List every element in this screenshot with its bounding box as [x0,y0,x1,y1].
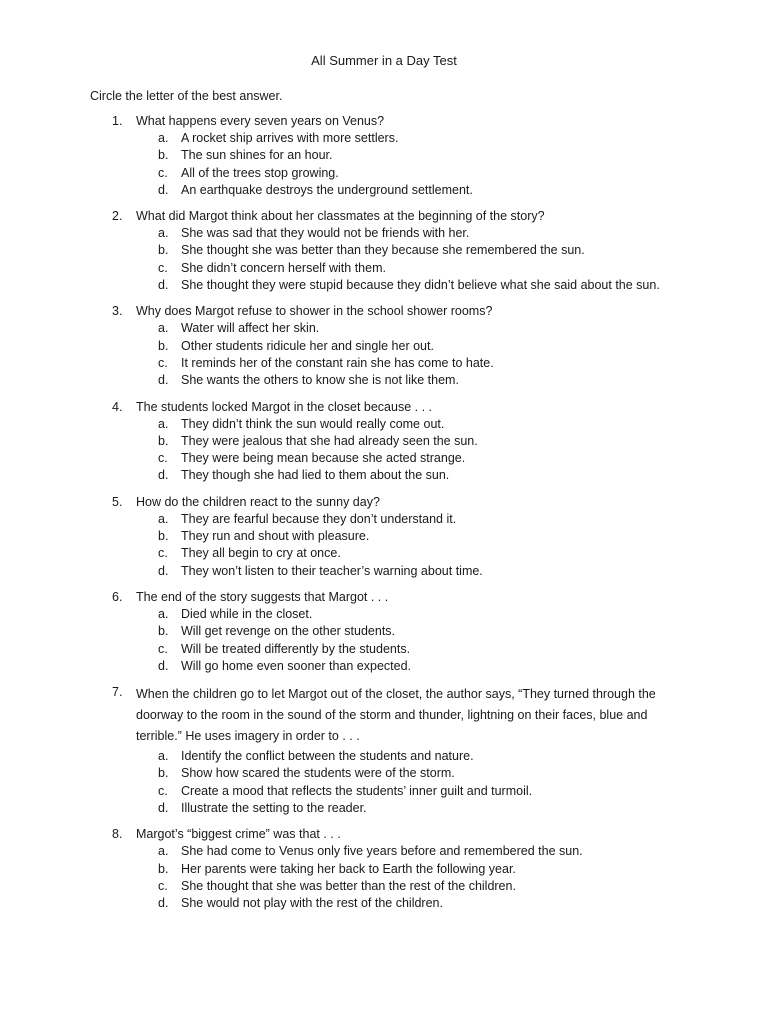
option-letter: c. [158,546,168,561]
option-a [0,320,768,337]
option-list [0,130,768,199]
question-5 [0,494,768,580]
option-letter: d. [158,182,169,197]
option-letter: b. [158,433,169,448]
option-text: They are fearful because they don’t understand it. [181,511,457,526]
option-c [0,545,768,562]
option-d [0,895,768,912]
option-letter: d. [158,563,169,578]
option-c [0,783,768,800]
option-list [0,843,768,912]
option-d [0,467,768,484]
option-text: An earthquake destroys the underground settlement. [181,182,473,197]
option-letter: a. [158,844,169,859]
option-text: Will get revenge on the other students. [181,624,396,639]
option-letter: c. [158,783,168,798]
option-list [0,511,768,580]
question-number: 3. [112,304,123,319]
instructions: Circle the letter of the best answer. [90,89,283,103]
option-list [0,416,768,485]
option-letter: d. [158,801,169,816]
option-text: Create a mood that reflects the students’ inner guilt and turmoil. [181,783,533,798]
question-prompt: The students locked Margot in the closet because . . . [136,399,432,414]
question-list [0,113,768,922]
question-number: 2. [112,209,123,224]
question-prompt: The end of the story suggests that Margot . . . [136,589,389,604]
option-text: They run and shout with pleasure. [181,529,370,544]
option-letter: c. [158,878,168,893]
option-text: They were jealous that she had already seen the sun. [181,433,478,448]
question-6 [0,589,768,675]
option-letter: a. [158,321,169,336]
option-letter: d. [158,658,169,673]
option-letter: c. [158,355,168,370]
option-text: They were being mean because she acted strange. [181,451,466,466]
option-d [0,800,768,817]
option-letter: d. [158,278,169,293]
option-letter: a. [158,226,169,241]
option-b [0,623,768,640]
option-a [0,130,768,147]
option-c [0,878,768,895]
option-text: She didn’t concern herself with them. [181,260,386,275]
question-1 [0,113,768,199]
option-a [0,843,768,860]
option-d [0,372,768,389]
option-list [0,225,768,294]
option-letter: b. [158,861,169,876]
option-letter: a. [158,416,169,431]
option-c [0,355,768,372]
question-number: 8. [112,827,123,842]
option-text: She would not play with the rest of the children. [181,896,443,911]
option-text: Identify the conflict between the students and nature. [181,749,474,764]
option-text: Will go home even sooner than expected. [181,658,411,673]
option-b [0,861,768,878]
option-c [0,641,768,658]
option-text: She thought she was better than they because she remembered the sun. [181,243,585,258]
question-3 [0,303,768,389]
option-letter: a. [158,606,169,621]
option-letter: d. [158,468,169,483]
option-a [0,225,768,242]
option-text: Her parents were taking her back to Earth the following year. [181,861,516,876]
option-letter: c. [158,260,168,275]
option-letter: b. [158,624,169,639]
option-letter: a. [158,131,169,145]
option-text: She wants the others to know she is not like them. [181,373,459,388]
question-number: 6. [112,589,123,604]
option-c [0,165,768,182]
option-letter: c. [158,641,168,656]
question-prompt: When the children go to let Margot out of the closet, the author says, “They turned through the doorway to the room in the sound of the storm and thunder, lightning on their faces, blue and terrible.” He uses imagery in order to . . . [136,687,656,744]
question-number: 7. [112,685,123,700]
option-b [0,433,768,450]
option-list [0,606,768,675]
option-list [0,320,768,389]
option-text: She thought they were stupid because they didn’t believe what she said about the sun. [181,278,660,293]
option-text: They though she had lied to them about the sun. [181,468,450,483]
question-4 [0,399,768,485]
option-letter: b. [158,766,169,781]
question-prompt: How do the children react to the sunny day? [136,494,380,509]
question-prompt: Why does Margot refuse to shower in the school shower rooms? [136,304,493,319]
option-text: Illustrate the setting to the reader. [181,801,367,816]
option-letter: a. [158,511,169,526]
option-a [0,416,768,433]
option-text: Water will affect her skin. [181,321,320,336]
option-d [0,277,768,294]
option-list [0,748,768,817]
option-text: Other students ridicule her and single her out. [181,338,434,353]
question-number: 1. [112,114,123,128]
option-a [0,511,768,528]
option-letter: b. [158,148,169,163]
option-text: She thought that she was better than the rest of the children. [181,878,516,893]
question-2 [0,208,768,294]
option-letter: b. [158,338,169,353]
option-text: Will be treated differently by the students. [181,641,411,656]
option-letter: c. [158,451,168,466]
option-text: It reminds her of the constant rain she has come to hate. [181,355,494,370]
option-text: Show how scared the students were of the storm. [181,766,455,781]
question-number: 5. [112,494,123,509]
option-text: A rocket ship arrives with more settlers. [181,131,399,145]
option-text: Died while in the closet. [181,606,313,621]
option-text: The sun shines for an hour. [181,148,333,163]
option-letter: d. [158,896,169,911]
question-prompt: Margot’s “biggest crime” was that . . . [136,827,341,842]
option-c [0,260,768,277]
option-text: They all begin to cry at once. [181,546,341,561]
option-text: They won’t listen to their teacher’s warning about time. [181,563,483,578]
question-8 [0,826,768,912]
option-d [0,658,768,675]
option-text: All of the trees stop growing. [181,165,339,180]
option-a [0,606,768,623]
question-prompt: What did Margot think about her classmates at the beginning of the story? [136,209,545,224]
option-a [0,748,768,765]
option-c [0,450,768,467]
option-letter: a. [158,749,169,764]
option-b [0,338,768,355]
option-b [0,765,768,782]
option-b [0,528,768,545]
option-text: She had come to Venus only five years before and remembered the sun. [181,844,583,859]
question-7 [0,684,768,817]
page-title: All Summer in a Day Test [311,53,457,68]
option-letter: c. [158,165,168,180]
option-letter: b. [158,529,169,544]
option-text: She was sad that they would not be friends with her. [181,226,470,241]
question-prompt: What happens every seven years on Venus? [136,114,385,128]
option-text: They didn’t think the sun would really come out. [181,416,445,431]
option-b [0,147,768,164]
option-letter: d. [158,373,169,388]
option-d [0,563,768,580]
option-b [0,242,768,259]
question-number: 4. [112,399,123,414]
option-d [0,182,768,199]
option-letter: b. [158,243,169,258]
